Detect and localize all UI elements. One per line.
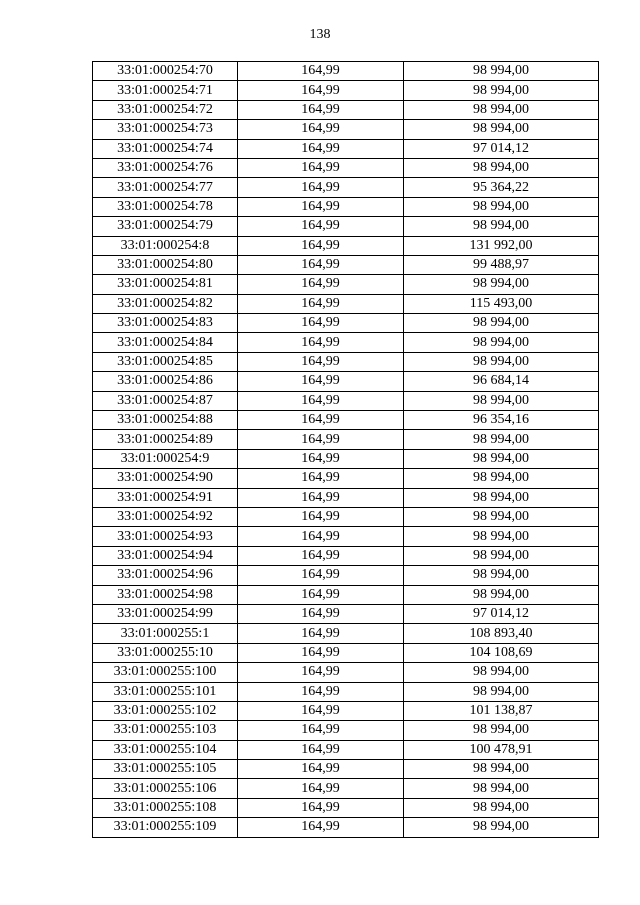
table-row: [93, 663, 599, 682]
area-cell: 164,99: [238, 314, 404, 333]
area-cell: 164,99: [238, 275, 404, 294]
value-cell: 98 994,00: [404, 798, 599, 817]
value-cell: 98 994,00: [404, 275, 599, 294]
area-cell: 164,99: [238, 682, 404, 701]
cadastral-number-cell: 33:01:000254:72: [93, 100, 238, 119]
table-row: [93, 760, 599, 779]
table-row: [93, 333, 599, 352]
table-row: [93, 779, 599, 798]
table-row: [93, 701, 599, 720]
area-cell: 164,99: [238, 236, 404, 255]
area-cell: 164,99: [238, 624, 404, 643]
value-cell: 96 354,16: [404, 411, 599, 430]
table-row: [93, 411, 599, 430]
cadastral-number-cell: 33:01:000254:99: [93, 604, 238, 623]
value-cell: 98 994,00: [404, 682, 599, 701]
area-cell: 164,99: [238, 81, 404, 100]
value-cell: 98 994,00: [404, 314, 599, 333]
value-cell: 99 488,97: [404, 255, 599, 274]
cadastral-number-cell: 33:01:000254:88: [93, 411, 238, 430]
table-row: [93, 624, 599, 643]
value-cell: 98 994,00: [404, 527, 599, 546]
table-row: [93, 430, 599, 449]
cadastral-number-cell: 33:01:000254:76: [93, 158, 238, 177]
area-cell: 164,99: [238, 701, 404, 720]
cadastral-number-cell: 33:01:000254:79: [93, 217, 238, 236]
area-cell: 164,99: [238, 546, 404, 565]
cadastral-number-cell: 33:01:000255:109: [93, 818, 238, 837]
value-cell: 98 994,00: [404, 818, 599, 837]
table-row: [93, 469, 599, 488]
area-cell: 164,99: [238, 798, 404, 817]
table-row: [93, 352, 599, 371]
cadastral-number-cell: 33:01:000254:78: [93, 197, 238, 216]
cadastral-number-cell: 33:01:000255:102: [93, 701, 238, 720]
value-cell: 98 994,00: [404, 721, 599, 740]
table-row: [93, 643, 599, 662]
value-cell: 104 108,69: [404, 643, 599, 662]
area-cell: 164,99: [238, 333, 404, 352]
area-cell: 164,99: [238, 391, 404, 410]
table-row: [93, 798, 599, 817]
cadastral-number-cell: 33:01:000255:100: [93, 663, 238, 682]
area-cell: 164,99: [238, 100, 404, 119]
value-cell: 98 994,00: [404, 333, 599, 352]
area-cell: 164,99: [238, 818, 404, 837]
cadastral-number-cell: 33:01:000255:1: [93, 624, 238, 643]
table-row: [93, 740, 599, 759]
cadastral-number-cell: 33:01:000255:10: [93, 643, 238, 662]
table-row: [93, 158, 599, 177]
area-cell: 164,99: [238, 411, 404, 430]
area-cell: 164,99: [238, 178, 404, 197]
table-row: [93, 682, 599, 701]
cadastral-number-cell: 33:01:000254:9: [93, 449, 238, 468]
area-cell: 164,99: [238, 294, 404, 313]
area-cell: 164,99: [238, 62, 404, 81]
cadastral-number-cell: 33:01:000254:84: [93, 333, 238, 352]
value-cell: 95 364,22: [404, 178, 599, 197]
area-cell: 164,99: [238, 469, 404, 488]
value-cell: 98 994,00: [404, 760, 599, 779]
value-cell: 98 994,00: [404, 197, 599, 216]
value-cell: 98 994,00: [404, 62, 599, 81]
table-row: [93, 488, 599, 507]
value-cell: 98 994,00: [404, 217, 599, 236]
area-cell: 164,99: [238, 779, 404, 798]
area-cell: 164,99: [238, 721, 404, 740]
table-row: [93, 100, 599, 119]
area-cell: 164,99: [238, 197, 404, 216]
area-cell: 164,99: [238, 740, 404, 759]
cadastral-number-cell: 33:01:000254:92: [93, 507, 238, 526]
cadastral-number-cell: 33:01:000254:71: [93, 81, 238, 100]
cadastral-number-cell: 33:01:000255:101: [93, 682, 238, 701]
cadastral-number-cell: 33:01:000254:85: [93, 352, 238, 371]
cadastral-number-cell: 33:01:000254:93: [93, 527, 238, 546]
cadastral-number-cell: 33:01:000254:80: [93, 255, 238, 274]
area-cell: 164,99: [238, 449, 404, 468]
value-cell: 98 994,00: [404, 663, 599, 682]
table-row: [93, 197, 599, 216]
table-row: [93, 391, 599, 410]
value-cell: 98 994,00: [404, 546, 599, 565]
table-row: [93, 314, 599, 333]
cadastral-number-cell: 33:01:000254:86: [93, 372, 238, 391]
value-cell: 98 994,00: [404, 391, 599, 410]
table-row: [93, 818, 599, 837]
value-cell: 98 994,00: [404, 488, 599, 507]
table-row: [93, 275, 599, 294]
cadastral-number-cell: 33:01:000254:90: [93, 469, 238, 488]
area-cell: 164,99: [238, 585, 404, 604]
value-cell: 98 994,00: [404, 507, 599, 526]
cadastral-number-cell: 33:01:000255:108: [93, 798, 238, 817]
table-row: [93, 372, 599, 391]
cadastral-number-cell: 33:01:000255:105: [93, 760, 238, 779]
page-number: 138: [309, 27, 331, 42]
cadastral-number-cell: 33:01:000254:74: [93, 139, 238, 158]
area-cell: 164,99: [238, 643, 404, 662]
cadastral-number-cell: 33:01:000254:96: [93, 566, 238, 585]
value-cell: 98 994,00: [404, 120, 599, 139]
area-cell: 164,99: [238, 372, 404, 391]
area-cell: 164,99: [238, 760, 404, 779]
table-row: [93, 604, 599, 623]
table-body: [93, 62, 599, 838]
value-cell: 98 994,00: [404, 469, 599, 488]
table-row: [93, 178, 599, 197]
area-cell: 164,99: [238, 217, 404, 236]
table-row: [93, 120, 599, 139]
area-cell: 164,99: [238, 566, 404, 585]
value-cell: 98 994,00: [404, 566, 599, 585]
cadastral-number-cell: 33:01:000255:106: [93, 779, 238, 798]
value-cell: 98 994,00: [404, 430, 599, 449]
cadastral-number-cell: 33:01:000254:70: [93, 62, 238, 81]
table-row: [93, 217, 599, 236]
cadastral-number-cell: 33:01:000254:77: [93, 178, 238, 197]
value-cell: 97 014,12: [404, 139, 599, 158]
area-cell: 164,99: [238, 352, 404, 371]
table-row: [93, 721, 599, 740]
cadastral-number-cell: 33:01:000254:89: [93, 430, 238, 449]
value-cell: 96 684,14: [404, 372, 599, 391]
value-cell: 98 994,00: [404, 585, 599, 604]
value-cell: 98 994,00: [404, 779, 599, 798]
value-cell: 98 994,00: [404, 81, 599, 100]
cadastral-number-cell: 33:01:000254:82: [93, 294, 238, 313]
cadastral-number-cell: 33:01:000254:87: [93, 391, 238, 410]
cadastral-table: [92, 61, 599, 838]
table-row: [93, 236, 599, 255]
value-cell: 131 992,00: [404, 236, 599, 255]
area-cell: 164,99: [238, 663, 404, 682]
cadastral-number-cell: 33:01:000254:73: [93, 120, 238, 139]
table-row: [93, 507, 599, 526]
value-cell: 98 994,00: [404, 449, 599, 468]
value-cell: 98 994,00: [404, 158, 599, 177]
area-cell: 164,99: [238, 158, 404, 177]
area-cell: 164,99: [238, 139, 404, 158]
area-cell: 164,99: [238, 120, 404, 139]
area-cell: 164,99: [238, 604, 404, 623]
value-cell: 108 893,40: [404, 624, 599, 643]
value-cell: 115 493,00: [404, 294, 599, 313]
area-cell: 164,99: [238, 255, 404, 274]
value-cell: 98 994,00: [404, 352, 599, 371]
area-cell: 164,99: [238, 527, 404, 546]
area-cell: 164,99: [238, 507, 404, 526]
cadastral-number-cell: 33:01:000254:98: [93, 585, 238, 604]
cadastral-number-cell: 33:01:000254:83: [93, 314, 238, 333]
cadastral-number-cell: 33:01:000254:94: [93, 546, 238, 565]
table-row: [93, 139, 599, 158]
cadastral-number-cell: 33:01:000255:104: [93, 740, 238, 759]
area-cell: 164,99: [238, 430, 404, 449]
table-row: [93, 566, 599, 585]
value-cell: 101 138,87: [404, 701, 599, 720]
table-row: [93, 62, 599, 81]
cadastral-number-cell: 33:01:000254:81: [93, 275, 238, 294]
value-cell: 98 994,00: [404, 100, 599, 119]
table-row: [93, 449, 599, 468]
cadastral-number-cell: 33:01:000254:8: [93, 236, 238, 255]
table-row: [93, 546, 599, 565]
table-row: [93, 255, 599, 274]
value-cell: 100 478,91: [404, 740, 599, 759]
table-row: [93, 585, 599, 604]
cadastral-number-cell: 33:01:000254:91: [93, 488, 238, 507]
table-row: [93, 527, 599, 546]
table-row: [93, 294, 599, 313]
table-row: [93, 81, 599, 100]
cadastral-number-cell: 33:01:000255:103: [93, 721, 238, 740]
value-cell: 97 014,12: [404, 604, 599, 623]
area-cell: 164,99: [238, 488, 404, 507]
